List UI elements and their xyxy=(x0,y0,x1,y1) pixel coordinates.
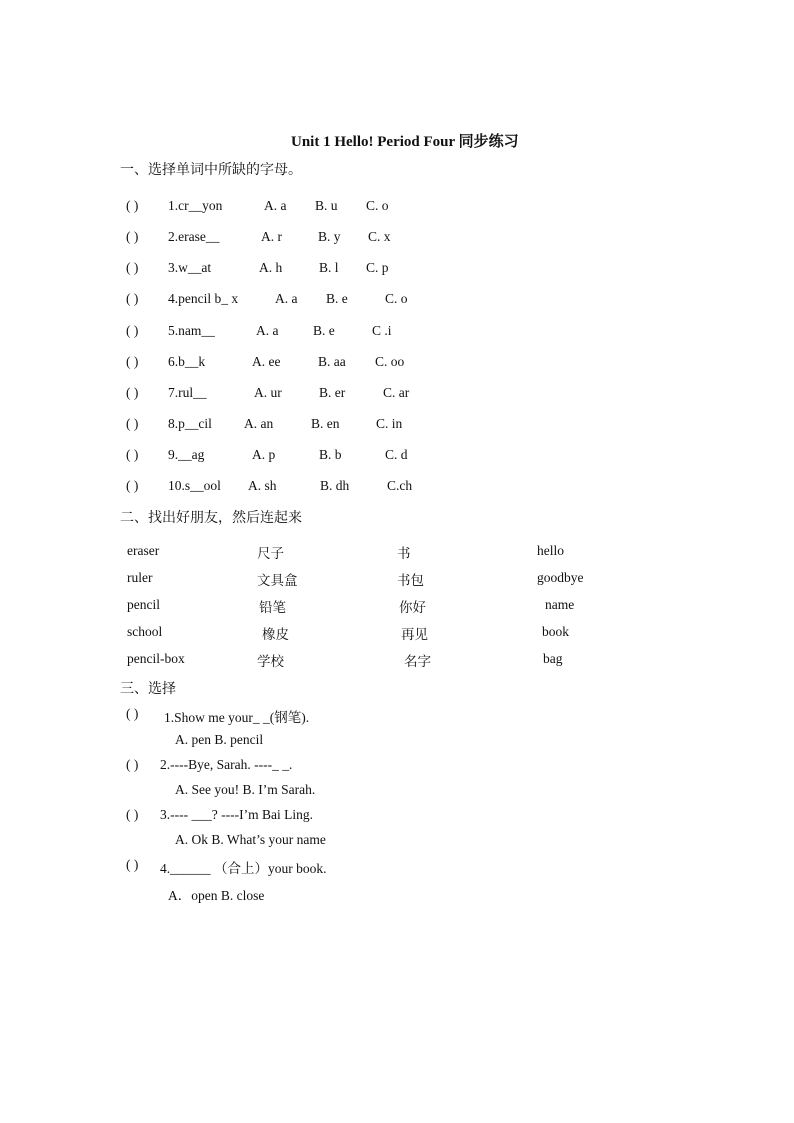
question-text: 2.----Bye, Sarah. ----_ _. xyxy=(160,757,293,772)
section-3-heading: 三、选择 xyxy=(120,681,176,697)
match-word-english[interactable]: school xyxy=(127,624,163,639)
question-text: 3.---- ___? ----I’m Bai Ling. xyxy=(160,807,313,822)
option-a: A. ur xyxy=(254,385,282,400)
match-word-chinese[interactable]: 橡皮 xyxy=(262,627,289,643)
option-b: B. en xyxy=(311,416,340,431)
match-word-english[interactable]: pencil xyxy=(127,597,160,612)
match-word-english[interactable]: hello xyxy=(537,543,564,558)
option-b: B. l xyxy=(319,260,339,275)
option-b: B. y xyxy=(318,229,341,244)
answer-paren[interactable]: ( ) xyxy=(126,416,139,431)
answer-paren[interactable]: ( ) xyxy=(126,323,139,338)
option-a: A. ee xyxy=(252,354,281,369)
match-word-english[interactable]: eraser xyxy=(127,543,160,558)
question-stem: 3.w__at xyxy=(168,260,212,275)
page-title: Unit 1 Hello! Period Four 同步练习 xyxy=(291,134,519,150)
question-text: 1.Show me your_ _(钢笔). xyxy=(164,710,310,725)
match-word-english[interactable]: book xyxy=(542,624,569,639)
answer-paren[interactable]: ( ) xyxy=(126,198,139,213)
match-word-english[interactable]: name xyxy=(545,597,575,612)
answer-paren[interactable]: ( ) xyxy=(126,447,139,462)
answer-paren[interactable]: ( ) xyxy=(126,706,139,721)
option-a: A. sh xyxy=(248,478,277,493)
question-stem: 1.cr__yon xyxy=(168,198,223,213)
option-a: A. a xyxy=(264,198,287,213)
answer-paren[interactable]: ( ) xyxy=(126,757,139,772)
option-c: C. oo xyxy=(375,354,405,369)
option-b: B. e xyxy=(326,291,348,306)
answer-paren[interactable]: ( ) xyxy=(126,229,139,244)
option-b: B. dh xyxy=(320,478,350,493)
section-1-heading: 一、选择单词中所缺的字母。 xyxy=(120,162,302,178)
option-a: A. h xyxy=(259,260,283,275)
option-c: C. ar xyxy=(383,385,410,400)
option-a: A. an xyxy=(244,416,274,431)
option-b: B. er xyxy=(319,385,346,400)
option-c: C. o xyxy=(385,291,408,306)
option-a: A. p xyxy=(252,447,276,462)
question-text: 4.______ （合上）your book. xyxy=(160,861,327,876)
question-stem: 4.pencil b_ x xyxy=(168,291,239,306)
option-c: C. o xyxy=(366,198,389,213)
option-c: C.ch xyxy=(387,478,413,493)
question-options: A. Ok B. What’s your name xyxy=(175,832,326,847)
answer-paren[interactable]: ( ) xyxy=(126,857,139,872)
question-stem: 10.s__ool xyxy=(168,478,221,493)
match-word-chinese[interactable]: 尺子 xyxy=(257,546,284,562)
match-word-chinese[interactable]: 文具盒 xyxy=(257,573,298,589)
answer-paren[interactable]: ( ) xyxy=(126,260,139,275)
question-stem: 2.erase__ xyxy=(168,229,220,244)
answer-paren[interactable]: ( ) xyxy=(126,807,139,822)
match-word-chinese[interactable]: 书 xyxy=(397,546,411,562)
question-options: A. See you! B. I’m Sarah. xyxy=(175,782,316,797)
match-word-english[interactable]: pencil-box xyxy=(127,651,185,666)
question-stem: 8.p__cil xyxy=(168,416,212,431)
question-stem: 9.__ag xyxy=(168,447,205,462)
option-a: A. r xyxy=(261,229,282,244)
match-word-chinese[interactable]: 书包 xyxy=(397,573,424,589)
match-word-chinese[interactable]: 再见 xyxy=(401,627,428,643)
option-c: C .i xyxy=(372,323,392,338)
question-options: A. pen B. pencil xyxy=(175,732,264,747)
question-stem: 5.nam__ xyxy=(168,323,215,338)
match-word-english[interactable]: bag xyxy=(543,651,563,666)
option-a: A. a xyxy=(256,323,279,338)
option-b: B. aa xyxy=(318,354,346,369)
answer-paren[interactable]: ( ) xyxy=(126,385,139,400)
question-stem: 7.rul__ xyxy=(168,385,207,400)
option-b: B. e xyxy=(313,323,335,338)
question-options: A．open B. close xyxy=(168,888,265,903)
option-b: B. b xyxy=(319,447,342,462)
option-c: C. in xyxy=(376,416,403,431)
section-2-heading: 二、找出好朋友，然后连起来 xyxy=(120,510,302,526)
option-a: A. a xyxy=(275,291,298,306)
option-c: C. p xyxy=(366,260,389,275)
option-c: C. d xyxy=(385,447,408,462)
match-word-english[interactable]: goodbye xyxy=(537,570,584,585)
match-word-chinese[interactable]: 你好 xyxy=(399,600,426,616)
match-word-chinese[interactable]: 铅笔 xyxy=(259,600,286,616)
answer-paren[interactable]: ( ) xyxy=(126,291,139,306)
question-stem: 6.b__k xyxy=(168,354,206,369)
option-b: B. u xyxy=(315,198,338,213)
answer-paren[interactable]: ( ) xyxy=(126,478,139,493)
match-word-chinese[interactable]: 名字 xyxy=(404,654,431,670)
match-word-english[interactable]: ruler xyxy=(127,570,153,585)
match-word-chinese[interactable]: 学校 xyxy=(257,654,284,670)
option-c: C. x xyxy=(368,229,391,244)
answer-paren[interactable]: ( ) xyxy=(126,354,139,369)
